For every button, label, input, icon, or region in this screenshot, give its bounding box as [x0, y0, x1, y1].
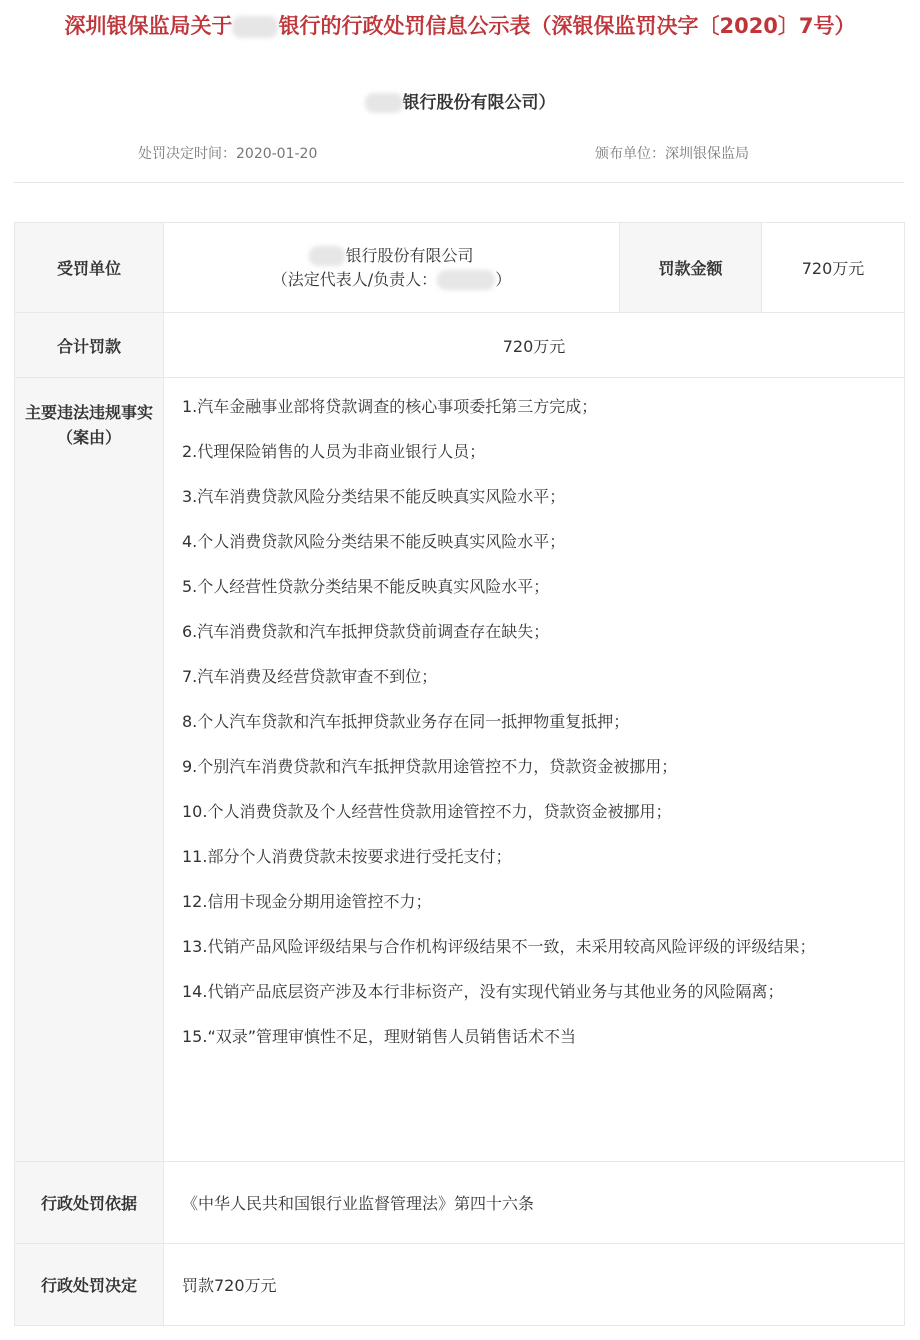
- table-row: [15, 1244, 905, 1326]
- fact-item: 7.汽车消费及经营贷款审查不到位；: [182, 667, 438, 686]
- fine-amount-label: 罚款金额: [620, 223, 762, 313]
- title-prefix: 深圳银保监局关于: [64, 14, 233, 38]
- punished-unit-name-line: [164, 244, 619, 268]
- legal-rep-suffix: ）: [495, 269, 512, 289]
- punished-unit-name: 银行股份有限公司: [345, 245, 474, 265]
- fact-item: 3.汽车消费贷款风险分类结果不能反映真实风险水平；: [182, 487, 566, 506]
- redacted-person-name: [437, 270, 495, 290]
- decision-label: 行政处罚决定: [15, 1244, 164, 1326]
- facts-list: [164, 378, 905, 1162]
- fact-item: 13.代销产品风险评级结果与合作机构评级结果不一致，未采用较高风险评级的评级结果；: [182, 937, 816, 956]
- divider: [14, 182, 904, 183]
- publisher: 颁布单位：深圳银保监局: [595, 146, 749, 162]
- legal-rep-line: [164, 268, 619, 292]
- facts-label: 主要违法违规事实（案由）: [15, 378, 164, 1162]
- basis-value: 《中华人民共和国银行业监督管理法》第四十六条: [164, 1162, 905, 1244]
- fact-item: 2.代理保险销售的人员为非商业银行人员；: [182, 442, 486, 461]
- decision-value: 罚款720万元: [164, 1244, 905, 1326]
- title-suffix: 银行的行政处罚信息公示表（深银保监罚决字〔2020〕7号）: [278, 14, 856, 38]
- fact-item: 9.个别汽车消费贷款和汽车抵押贷款用途管控不力，贷款资金被挪用；: [182, 757, 678, 776]
- redacted-bank-name: [309, 246, 345, 266]
- punished-unit-label: 受罚单位: [15, 223, 164, 313]
- fact-item: 1.汽车金融事业部将贷款调查的核心事项委托第三方完成；: [182, 397, 598, 416]
- fact-item: 12.信用卡现金分期用途管控不力；: [182, 892, 432, 911]
- decision-time: 处罚决定时间：2020-01-20: [138, 146, 318, 162]
- fact-item: 8.个人汽车贷款和汽车抵押贷款业务存在同一抵押物重复抵押；: [182, 712, 630, 731]
- fact-item: 5.个人经营性贷款分类结果不能反映真实风险水平；: [182, 577, 550, 596]
- punished-unit-cell: [164, 223, 620, 313]
- fact-item: 15.“双录”管理审慎性不足，理财销售人员销售话术不当: [182, 1027, 577, 1046]
- total-fine-label: 合计罚款: [15, 313, 164, 378]
- subtitle-text: 银行股份有限公司）: [402, 93, 556, 113]
- table-row: [15, 223, 905, 313]
- fact-item: 4.个人消费贷款风险分类结果不能反映真实风险水平；: [182, 532, 566, 551]
- fact-item: 11.部分个人消费贷款未按要求进行受托支付；: [182, 847, 512, 866]
- table-row: [15, 378, 905, 1162]
- legal-rep-prefix: （法定代表人/负责人：: [271, 269, 438, 289]
- fact-item: 14.代销产品底层资产涉及本行非标资产，没有实现代销业务与其他业务的风险隔离；: [182, 982, 784, 1001]
- redacted-bank-name: [232, 16, 278, 38]
- table-row: [15, 1162, 905, 1244]
- page-title: [40, 10, 880, 42]
- total-fine-value: 720万元: [164, 313, 905, 378]
- fine-amount-value: 720万元: [762, 223, 905, 313]
- penalty-table: [14, 222, 905, 1326]
- redacted-bank-name: [365, 93, 403, 113]
- fact-item: 6.汽车消费贷款和汽车抵押贷款贷前调查存在缺失；: [182, 622, 550, 641]
- subtitle: [0, 88, 920, 113]
- basis-label: 行政处罚依据: [15, 1162, 164, 1244]
- fact-item: 10.个人消费贷款及个人经营性贷款用途管控不力，贷款资金被挪用；: [182, 802, 672, 821]
- table-row: [15, 313, 905, 378]
